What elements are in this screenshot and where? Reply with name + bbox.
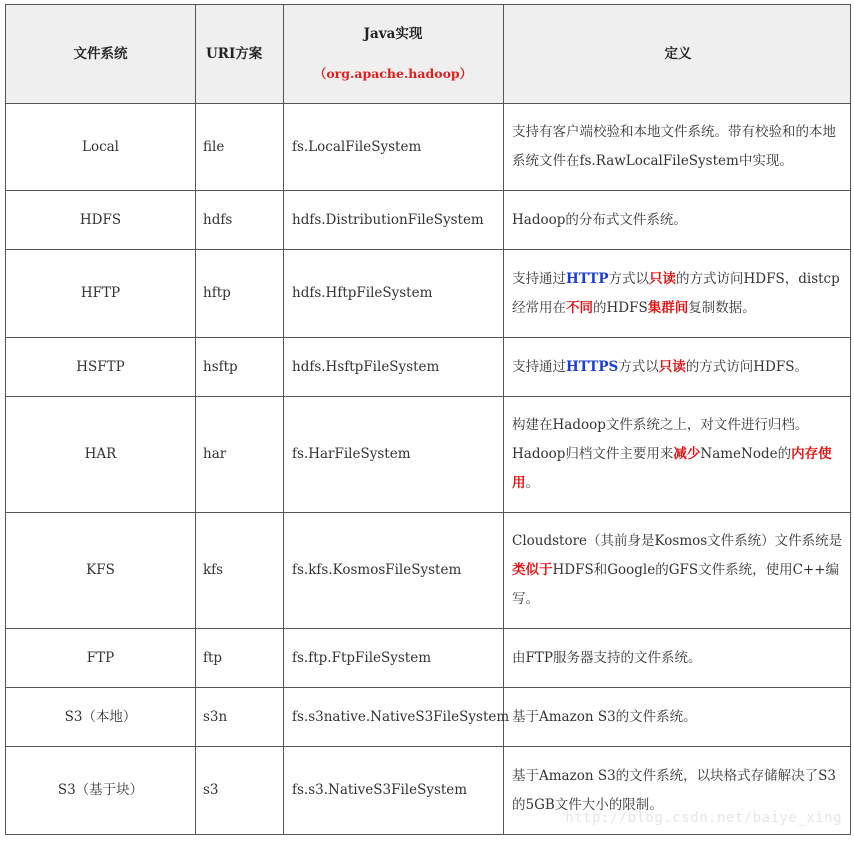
cell-uri: hftp [196, 250, 284, 338]
cell-uri: har [196, 397, 284, 513]
highlight-text: 不同 [566, 299, 593, 316]
table-row [6, 250, 851, 338]
definition-text: 的方式访问HDFS，distcp经常用在 [512, 270, 840, 316]
table-row [6, 338, 851, 397]
highlight-text: 只读 [658, 358, 686, 375]
cell-impl: hdfs.HftpFileSystem [284, 250, 504, 338]
cell-impl: fs.LocalFileSystem [284, 104, 504, 191]
definition-text: 支持有客户端校验和本地文件系统。带有校验和的本地系统文件在fs.RawLocalFileSystem中实现。 [512, 124, 836, 169]
watermark: http://blog.csdn.net/baiye_xing [565, 810, 842, 826]
cell-filesystem: Local [6, 104, 196, 191]
cell-filesystem: HSFTP [6, 338, 196, 397]
highlight-text: 集群间 [647, 299, 689, 316]
cell-definition [504, 688, 851, 747]
table-row [6, 629, 851, 688]
cell-definition [504, 191, 851, 250]
table-row [6, 513, 851, 629]
cell-filesystem: HAR [6, 397, 196, 513]
cell-filesystem: KFS [6, 513, 196, 629]
cell-uri: ftp [196, 629, 284, 688]
highlight-text: 只读 [649, 270, 677, 287]
header-java-impl-package: （org.apache.hadoop） [313, 66, 473, 81]
cell-filesystem: HDFS [6, 191, 196, 250]
cell-impl: fs.s3native.NativeS3FileSystem [284, 688, 504, 747]
definition-text: 的方式访问HDFS。 [685, 358, 808, 375]
cell-impl: fs.kfs.KosmosFileSystem [284, 513, 504, 629]
cell-definition [504, 397, 851, 513]
table-row [6, 191, 851, 250]
definition-text: HDFS和Google的GFS文件系统，使用C++编写。 [512, 562, 840, 607]
cell-filesystem: S3（本地） [6, 688, 196, 747]
table-row [6, 104, 851, 191]
cell-filesystem: HFTP [6, 250, 196, 338]
cell-uri: hsftp [196, 338, 284, 397]
cell-impl: fs.ftp.FtpFileSystem [284, 629, 504, 688]
definition-text: NameNode的 [700, 446, 792, 462]
cell-uri: kfs [196, 513, 284, 629]
definition-text: 由FTP服务器支持的文件系统。 [512, 649, 702, 666]
definition-text: 方式以 [618, 358, 659, 375]
filesystem-table [5, 4, 851, 835]
header-uri-scheme: URI方案 [196, 5, 284, 104]
highlight-text: 类似于 [512, 562, 553, 578]
cell-definition [504, 338, 851, 397]
cell-definition [504, 513, 851, 629]
header-java-impl-title: Java实现 [363, 26, 423, 42]
highlight-text: 内存使用 [512, 446, 832, 491]
definition-text: Cloudstore（其前身是Kosmos文件系统）文件系统是 [512, 533, 843, 549]
definition-text: 构建在Hadoop文件系统之上，对文件进行归档。Hadoop归档文件主要用来 [512, 417, 809, 462]
cell-impl: fs.s3.NativeS3FileSystem [284, 747, 504, 835]
table-header-row [6, 5, 851, 104]
cell-definition [504, 104, 851, 191]
cell-uri: hdfs [196, 191, 284, 250]
cell-uri: file [196, 104, 284, 191]
header-java-impl [284, 5, 504, 104]
cell-impl: fs.HarFileSystem [284, 397, 504, 513]
header-filesystem: 文件系统 [6, 5, 196, 104]
definition-text: 。 [525, 475, 539, 491]
cell-definition [504, 250, 851, 338]
cell-uri: s3 [196, 747, 284, 835]
cell-impl: hdfs.HsftpFileSystem [284, 338, 504, 397]
highlight-text: HTTPS [566, 358, 619, 375]
definition-text: 支持通过 [512, 270, 566, 287]
definition-text: 支持通过 [512, 358, 566, 375]
table-row [6, 688, 851, 747]
cell-uri: s3n [196, 688, 284, 747]
cell-definition [504, 629, 851, 688]
highlight-text: HTTP [566, 270, 609, 287]
definition-text: 基于Amazon S3的文件系统，以块格式存储解决了S3的5GB文件大小的限制。 [512, 767, 836, 813]
cell-filesystem: S3（基于块） [6, 747, 196, 835]
definition-text: 方式以 [608, 270, 650, 287]
header-definition: 定义 [504, 5, 851, 104]
definition-text: 复制数据。 [688, 299, 756, 316]
cell-impl: hdfs.DistributionFileSystem [284, 191, 504, 250]
cell-filesystem: FTP [6, 629, 196, 688]
table-row [6, 397, 851, 513]
highlight-text: 减少 [673, 446, 701, 462]
definition-text: 基于Amazon S3的文件系统。 [512, 708, 697, 725]
definition-text: Hadoop的分布式文件系统。 [512, 211, 687, 228]
definition-text: 的HDFS [593, 299, 648, 316]
